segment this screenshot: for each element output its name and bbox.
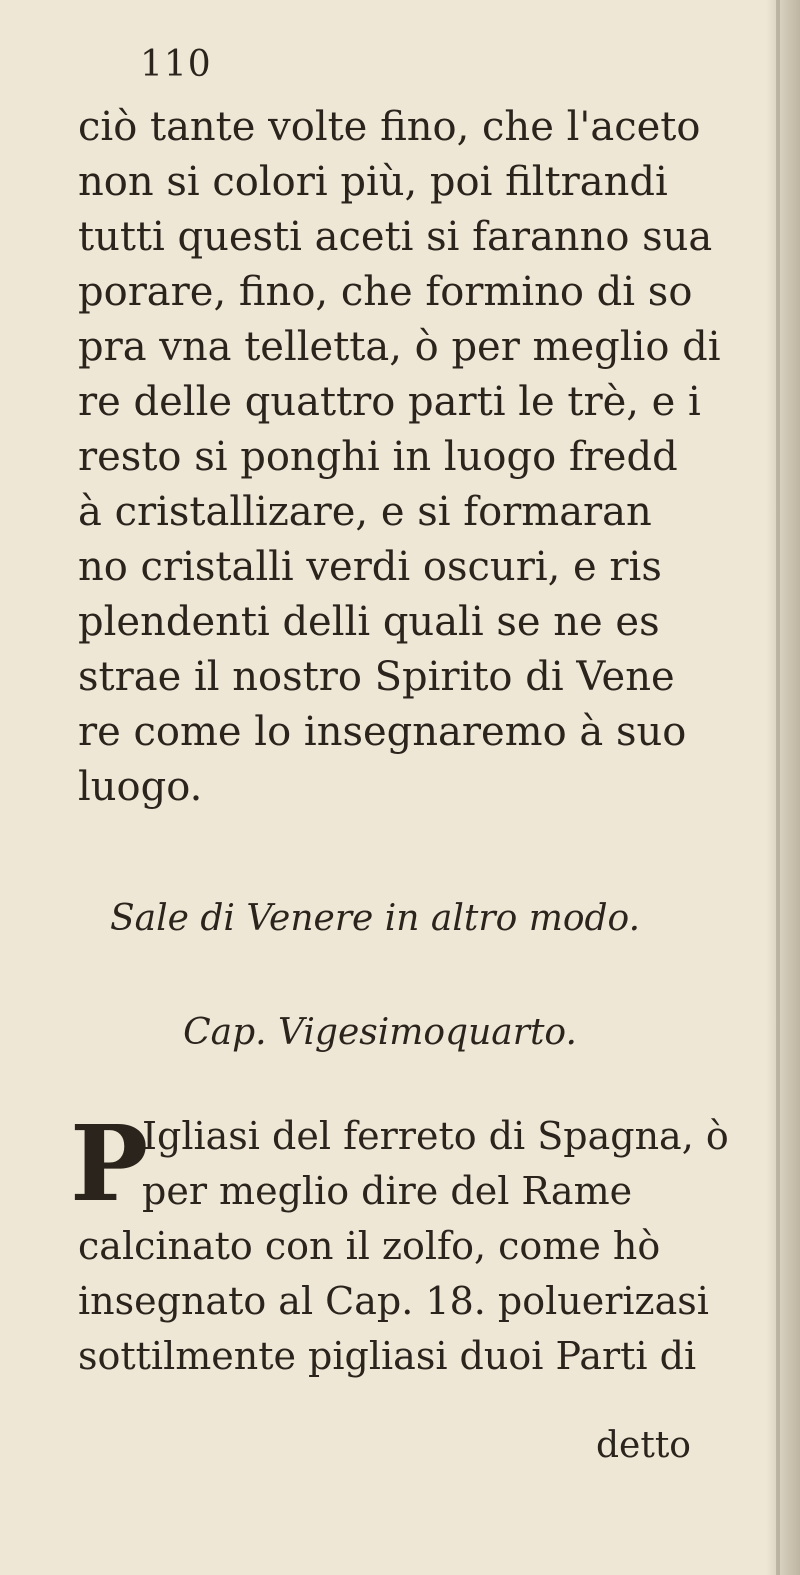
chapter-title: Cap. Vigesimoquarto. [183, 1012, 577, 1053]
text-line: sottilmente pigliasi duoi Parti di [78, 1334, 697, 1378]
text-line: porare, fino, che formino di so [78, 269, 693, 315]
text-line: per meglio dire del Rame [142, 1169, 633, 1213]
text-line: Igliasi del ferreto di Spagna, ò [142, 1114, 729, 1158]
text-line: strae il nostro Spirito di Vene [78, 654, 675, 700]
text-line: tutti questi aceti si faranno sua [78, 214, 713, 260]
text-line: resto si ponghi in luogo fredd [78, 434, 678, 480]
text-line: re delle quattro parti le trè, e i [78, 379, 701, 425]
text-line: insegnato al Cap. 18. poluerizasi [78, 1279, 709, 1323]
text-line: ciò tante volte fino, che l'aceto [78, 104, 701, 150]
text-line: pra vna telletta, ò per meglio di [78, 324, 721, 370]
text-line: plendenti delli quali se ne es [78, 599, 660, 645]
text-line: à cristallizare, e si formaran [78, 489, 652, 535]
text-line: no cristalli verdi oscuri, e ris [78, 544, 662, 590]
drop-cap: P [70, 1102, 149, 1225]
text-line: non si colori più, poi filtrandi [78, 159, 668, 205]
page-number: 110 [140, 44, 212, 85]
paragraph-2 [78, 1110, 778, 1385]
text-line: re come lo insegnaremo à suo [78, 709, 687, 755]
text-line: luogo. [78, 764, 203, 810]
text-line: calcinato con il zolfo, come hò [78, 1224, 661, 1268]
catchword: detto [596, 1425, 691, 1466]
section-title: Sale di Venere in altro modo. [109, 898, 641, 939]
paragraph-1 [78, 100, 768, 815]
